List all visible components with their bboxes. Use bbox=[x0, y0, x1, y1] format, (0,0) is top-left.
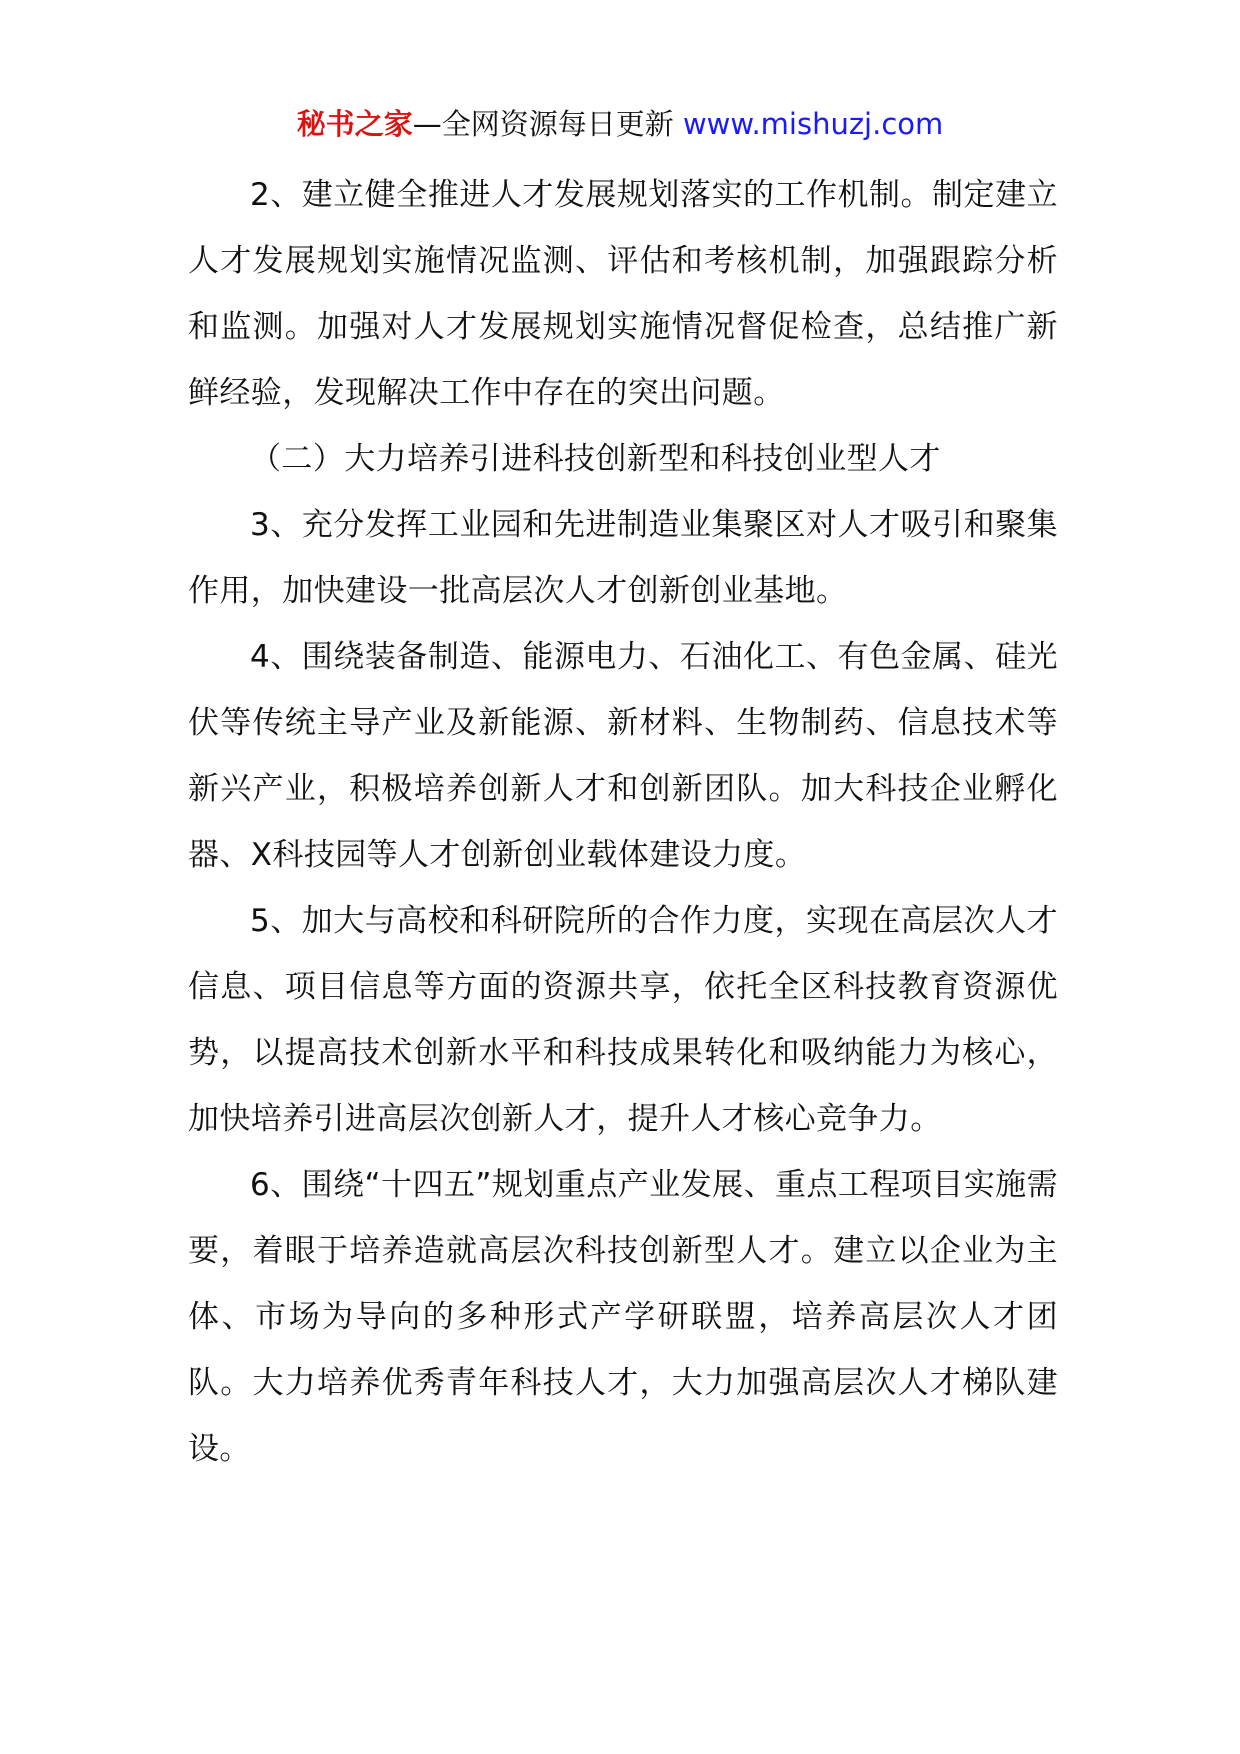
header-tagline: —全网资源每日更新 bbox=[412, 107, 683, 141]
section-heading: （二）大力培养引进科技创新型和科技创业型人才 bbox=[250, 441, 941, 477]
paragraph-4: 4、围绕装备制造、能源电力、石油化工、有色金属、硅光伏等传统主导产业及新能源、新材料、生物制药、信息技术等新兴产业，积极培养创新人才和创新团队。加大科技企业孵化器、X科技园等人才创新创业载体建设力度。 bbox=[188, 639, 1058, 873]
paragraph-6: 6、围绕“十四五”规划重点产业发展、重点工程项目实施需要，着眼于培养造就高层次科技创新型人才。建立以企业为主体、市场为导向的多种形式产学研联盟，培养高层次人才团队。大力培养优秀青年科技人才，大力加强高层次人才梯队建设。 bbox=[188, 1167, 1058, 1467]
paragraph-3: 3、充分发挥工业园和先进制造业集聚区对人才吸引和聚集作用，加快建设一批高层次人才创新创业基地。 bbox=[188, 507, 1058, 609]
paragraph-5: 5、加大与高校和科研院所的合作力度，实现在高层次人才信息、项目信息等方面的资源共享，依托全区科技教育资源优势，以提高技术创新水平和科技成果转化和吸纳能力为核心，加快培养引进高层次创新人才，提升人才核心竞争力。 bbox=[188, 903, 1058, 1137]
document-body bbox=[188, 162, 1058, 1482]
brand-name: 秘书之家 bbox=[296, 107, 413, 141]
paragraph-2: 2、建立健全推进人才发展规划落实的工作机制。制定建立人才发展规划实施情况监测、评估和考核机制，加强跟踪分析和监测。加强对人才发展规划实施情况督促检查，总结推广新鲜经验，发现解决工作中存在的突出问题。 bbox=[188, 177, 1058, 411]
site-url-link[interactable]: www.mishuzj.com bbox=[682, 107, 944, 141]
site-header bbox=[0, 104, 1240, 144]
